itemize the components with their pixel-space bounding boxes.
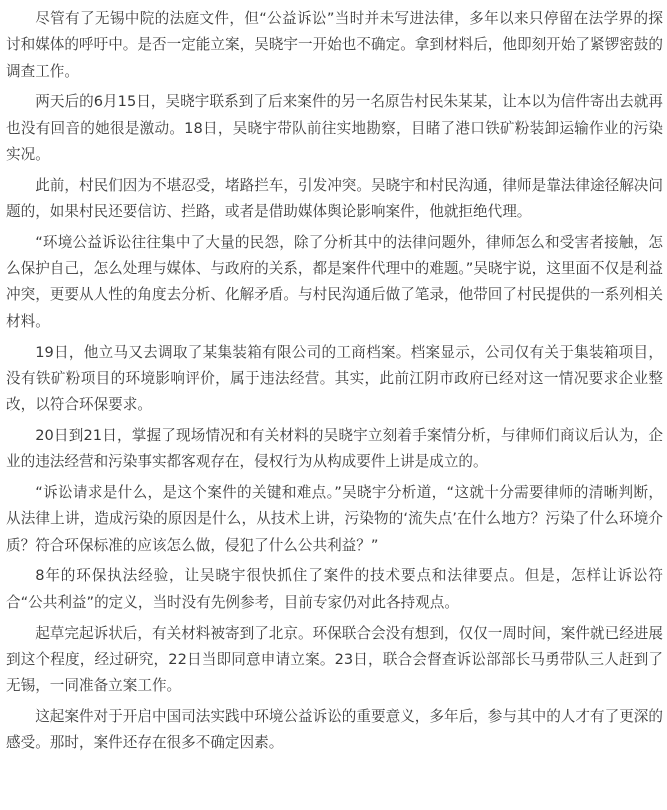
paragraph: 这起案件对于开启中国司法实践中环境公益诉讼的重要意义，多年后，参与其中的人才有了更深的感受。那时，案件还存在很多不确定因素。 [6, 707, 663, 752]
paragraph: “诉讼请求是什么，是这个案件的关键和难点。”吴晓宇分析道，“这就十分需要律师的清晰判断，从法律上讲，造成污染的原因是什么，从技术上讲，污染物的‘流失点’在什么地方？污染了什么环境介质？符合环保标准的应该怎么做，侵犯了什么公共利益？” [6, 484, 663, 554]
paragraph: 20日到21日，掌握了现场情况和有关材料的吴晓宇立刻着手案情分析，与律师们商议后认为，企业的违法经营和污染事实都客观存在，侵权行为从构成要件上讲是成立的。 [6, 426, 663, 471]
paragraph: 两天后的6月15日，吴晓宇联系到了后来案件的另一名原告村民朱某某，让本以为信件寄出去就再也没有回音的她很是激动。18日，吴晓宇带队前往实地勘察，目睹了港口铁矿粉装卸运输作业的污染实况。 [6, 93, 663, 163]
paragraph: 此前，村民们因为不堪忍受，堵路拦车，引发冲突。吴晓宇和村民沟通，律师是靠法律途径解决问题的，如果村民还要信访、拦路，或者是借助媒体舆论影响案件，他就拒绝代理。 [6, 176, 663, 221]
paragraph: 8年的环保执法经验，让吴晓宇很快抓住了案件的技术要点和法律要点。但是，怎样让诉讼符合“公共利益”的定义，当时没有先例参考，目前专家仍对此各持观点。 [6, 567, 663, 611]
paragraph: 19日，他立马又去调取了某集装箱有限公司的工商档案。档案显示，公司仅有关于集装箱项目，没有铁矿粉项目的环境影响评价，属于违法经营。其实，此前江阴市政府已经对这一情况要求企业整改，以符合环保要求。 [6, 343, 663, 414]
paragraph: “环境公益诉讼往往集中了大量的民怨，除了分析其中的法律问题外，律师怎么和受害者接触，怎么保护自己，怎么处理与媒体、与政府的关系，都是案件代理中的难题。”吴晓宇说，这里面不仅是利益冲突，更要从人性的角度去分析、化解矛盾。与村民沟通后做了笔录，他带回了村民提供的一系列相关材料。 [6, 233, 663, 330]
paragraph: 起草完起诉状后，有关材料被寄到了北京。环保联合会没有想到，仅仅一周时间，案件就已经进展到这个程度，经过研究，22日当即同意申请立案。23日，联合会督查诉讼部部长马勇带队三人赶到了无锡，一同准备立案工作。 [6, 624, 663, 695]
paragraph: 尽管有了无锡中院的法庭文件，但“公益诉讼”当时并未写进法律，多年以来只停留在法学界的探讨和媒体的呼吁中。是否一定能立案，吴晓宇一开始也不确定。拿到材料后，他即刻开始了紧锣密鼓的调查工作。 [6, 10, 663, 80]
